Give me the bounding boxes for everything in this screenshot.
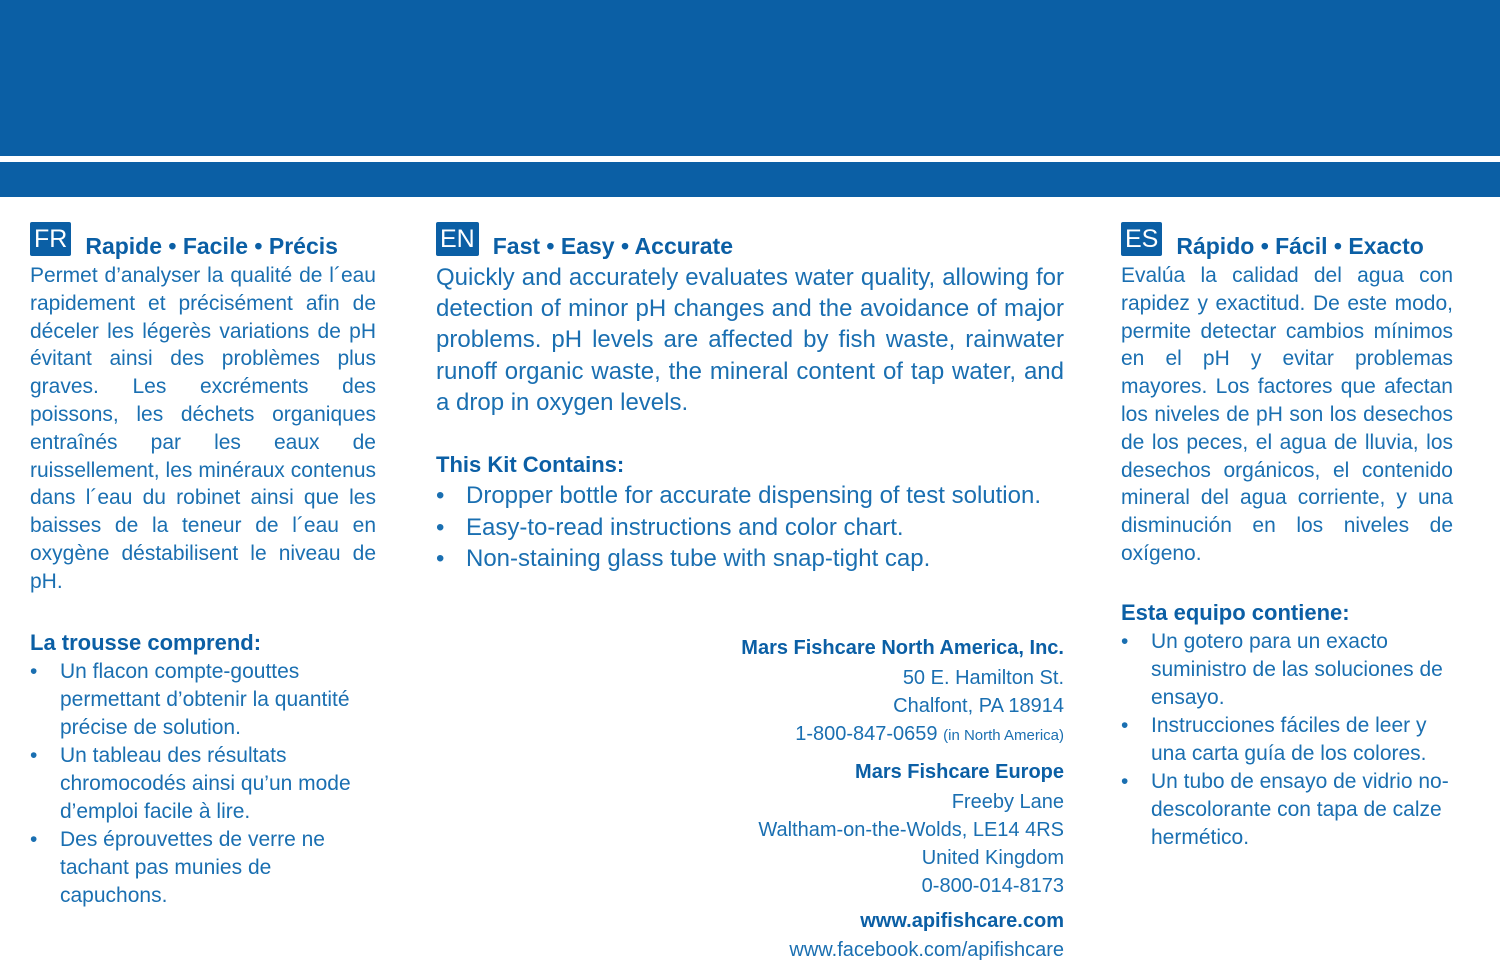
en-kit-title: This Kit Contains: — [436, 452, 625, 478]
eu-city: Waltham-on-the-Wolds, LE14 4RS — [758, 819, 1064, 841]
na-street: 50 E. Hamilton St. — [902, 667, 1064, 689]
en-kit-item: • Non-staining glass tube with snap-tight cap. — [436, 543, 1064, 575]
fr-kit-title: La trousse comprend: — [30, 629, 262, 655]
eu-company-name: Mars Fishcare Europe — [855, 761, 1064, 783]
na-city: Chalfont, PA 18914 — [893, 695, 1064, 717]
fr-kit-item: • Un flacon compte-gouttes permettant d’obtenir la quantité précise de solution. — [30, 658, 376, 742]
en-kit-item: • Dropper bottle for accurate dispensing of test solution. — [436, 480, 1064, 512]
es-kit-item: • Un gotero para un exacto suministro de las soluciones de ensayo. — [1121, 628, 1453, 712]
es-tagline: Rápido • Fácil • Exacto — [1176, 233, 1424, 259]
en-tagline: Fast • Easy • Accurate — [492, 233, 733, 259]
french-heading — [30, 210, 376, 262]
banner-stripe — [0, 162, 1500, 197]
fr-kit-item: • Des éprouvettes de verre ne tachant pas munies de capuchons. — [30, 826, 376, 910]
fr-language-badge: FR — [30, 222, 71, 256]
top-banner — [0, 0, 1500, 156]
contact-block — [644, 632, 1064, 964]
eu-phone: 0-800-014-8173 — [921, 875, 1064, 897]
facebook-link[interactable]: www.facebook.com/apifishcare — [789, 939, 1064, 961]
na-company-name: Mars Fishcare North America, Inc. — [741, 637, 1064, 659]
na-phone: 1-800-847-0659 — [795, 723, 938, 745]
en-kit-item: • Easy-to-read instructions and color chart. — [436, 512, 1064, 544]
es-kit-title: Esta equipo contiene: — [1121, 599, 1350, 625]
en-kit-list — [436, 480, 1064, 575]
website-link[interactable]: www.apifishcare.com — [860, 910, 1064, 932]
spanish-column — [1121, 210, 1453, 852]
fr-kit-list — [30, 658, 376, 910]
na-phone-line — [644, 720, 1064, 750]
eu-street: Freeby Lane — [951, 791, 1064, 813]
fr-tagline: Rapide • Facile • Précis — [85, 233, 338, 259]
fr-kit-item: • Un tableau des résultats chromocodés ainsi qu’un mode d’emploi facile à lire. — [30, 742, 376, 826]
en-language-badge: EN — [436, 222, 479, 256]
es-kit-list — [1121, 628, 1453, 852]
en-description: Quickly and accurately evaluates water quality, allowing for detection of minor pH changes and the avoidance of major problems. pH levels are affected by fish waste, rainwater runoff organic waste, the mineral content of tap water, and a drop in oxygen levels. — [436, 264, 1064, 416]
fr-description: Permet d’analyser la qualité de l´eau rapidement et précisément afin de déceler les légerès variations de pH évitant ainsi des problèmes plus graves. Les excréments des poissons, les déchets organiques entraînés par les eaux de ruissellement, les minéraux contenus dans l´eau du robinet ainsi que les baisses de la teneur de l´eau en oxygène déstabilisent le niveau de pH. — [30, 264, 376, 593]
eu-country: United Kingdom — [921, 847, 1064, 869]
es-language-badge: ES — [1121, 222, 1162, 256]
english-column — [436, 210, 1064, 575]
es-description: Evalúa la calidad del agua con rapidez y exactitud. De este modo, permite detectar cambios mínimos en el pH y evitar problemas mayores. Los factores que afectan los niveles de pH son los desechos de los peces, el agua de lluvia, los desechos orgánicos, el contenido mineral del agua corriente, y una disminución en los niveles de oxígeno. — [1121, 264, 1453, 565]
na-phone-note: (in North America) — [943, 727, 1064, 744]
french-column — [30, 210, 376, 910]
english-heading — [436, 210, 1064, 262]
spanish-heading — [1121, 210, 1453, 262]
es-kit-item: • Un tubo de ensayo de vidrio no-descolorante con tapa de calze hermético. — [1121, 768, 1453, 852]
es-kit-item: • Instrucciones fáciles de leer y una carta guía de los colores. — [1121, 712, 1453, 768]
